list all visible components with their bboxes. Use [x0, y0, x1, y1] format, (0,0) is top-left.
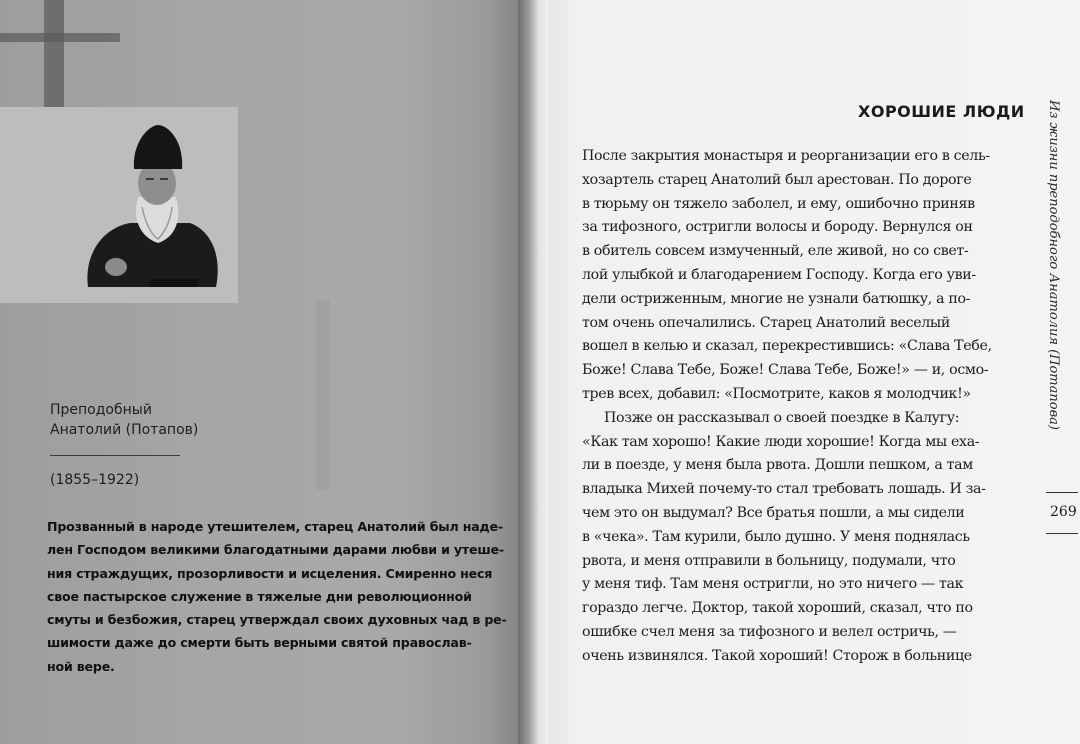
text-line: у меня тиф. Там меня остригли, но это ничего — так: [582, 576, 964, 593]
text-line: в «чека». Там курили, было душно. У меня поднялась: [582, 528, 970, 545]
chapter-title: ХОРОШИЕ ЛЮДИ: [858, 102, 1025, 121]
chapter-text: [582, 145, 1020, 669]
portrait-photo: [0, 107, 238, 303]
text-line: лен Господом великими благодатными дарами любви и утеше-: [47, 542, 504, 558]
left-page: [0, 0, 530, 744]
biography-text: [47, 515, 507, 678]
text-line: вошел в келью и сказал, перекрестившись: «Слава Тебе,: [582, 338, 992, 355]
running-head-text: Из жизни преподобного Анатолия (Потапова): [1046, 100, 1061, 430]
running-head: [1046, 100, 1066, 430]
book-gutter: [518, 0, 548, 744]
text-line: рвота, и меня отправили в больницу, подумали, что: [582, 552, 956, 569]
text-line: трев всех, добавил: «Посмотрите, каков я молодчик!»: [582, 385, 971, 402]
text-line: Боже! Слава Тебе, Боже! Слава Тебе, Боже!» — и, осмо-: [582, 362, 989, 379]
text-line: лой улыбкой и благодарением Господу. Когда его уви-: [582, 266, 976, 283]
text-line: очень извинялся. Такой хороший! Сторож в больнице: [582, 647, 972, 664]
caption-divider: [50, 455, 180, 456]
caption-line: Анатолий (Потапов): [50, 422, 199, 438]
text-line: Позже он рассказывал о своей поездке в Калугу:: [604, 409, 960, 426]
life-dates: (1855–1922): [50, 472, 140, 488]
text-line: ной вере.: [47, 658, 115, 674]
page-number-rule: [1046, 492, 1078, 493]
text-line: смуты и безбожия, старец утверждал своих духовных чад в ре-: [47, 612, 507, 628]
text-line: Прозванный в народе утешителем, старец Анатолий был наде-: [47, 519, 503, 534]
text-line: свое пастырское служение в тяжелые дни революционной: [47, 588, 472, 604]
text-line: за тифозного, остригли волосы и бороду. Вернулся он: [582, 219, 973, 236]
text-line: хозартель старец Анатолий был арестован. По дороге: [582, 171, 972, 188]
text-line: гораздо легче. Доктор, такой хороший, сказал, что по: [582, 600, 973, 617]
text-line: ния страждущих, прозорливости и исцеления. Смиренно неся: [47, 565, 493, 581]
text-line: «Как там хорошо! Какие люди хорошие! Когда мы еха-: [582, 433, 980, 450]
text-line: том очень опечалились. Старец Анатолий веселый: [582, 314, 950, 331]
text-line: После закрытия монастыря и реорганизации его в сель-: [582, 148, 990, 164]
cross-icon-bar: [0, 33, 120, 42]
portrait-caption: [50, 400, 198, 440]
text-line: шимости даже до смерти быть верными святой православ-: [47, 635, 472, 651]
text-line: ли в поезде, у меня была рвота. Дошли пешком, а там: [582, 457, 973, 474]
portrait-illustration: [0, 107, 238, 303]
text-line: в тюрьму он тяжело заболел, и ему, ошибочно приняв: [582, 195, 975, 212]
caption-line: Преподобный: [50, 402, 152, 418]
text-line: в обитель совсем измученный, еле живой, но со свет-: [582, 243, 969, 260]
text-line: чем это он выдумал? Все братья пошли, а мы сидели: [582, 504, 965, 521]
page-number: 269: [1050, 504, 1077, 520]
text-line: владыка Михей почему-то стал требовать лошадь. И за-: [582, 481, 986, 498]
text-line: дели остриженным, многие не узнали батюшку, а по-: [582, 290, 971, 307]
page-number-rule: [1046, 533, 1078, 534]
background-stroke: [316, 300, 330, 490]
text-line: ошибке счел меня за тифозного и велел остричь, —: [582, 623, 957, 640]
